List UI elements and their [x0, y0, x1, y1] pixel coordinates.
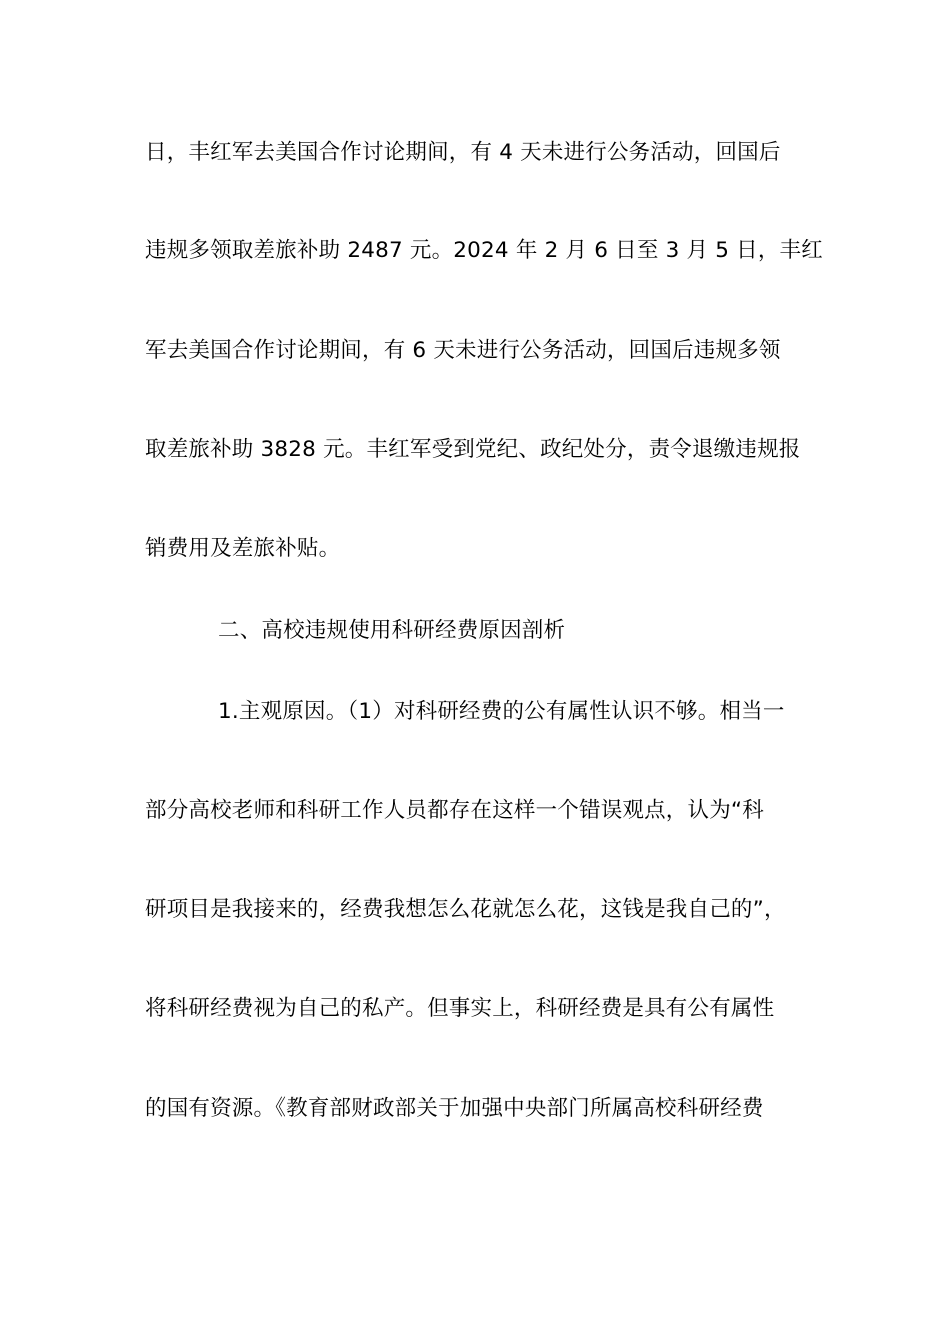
paragraph-line: 取差旅补助 3828 元。丰红军受到党纪、政纪处分，责令退缴违规报: [145, 437, 801, 462]
paragraph-line: 研项目是我接来的，经费我想怎么花就怎么花，这钱是我自己的”，: [145, 897, 786, 922]
paragraph-line: 军去美国合作讨论期间，有 6 天未进行公务活动，回国后违规多领: [145, 338, 781, 363]
section-heading: 二、高校违规使用科研经费原因剖析: [218, 618, 566, 643]
paragraph-line: 的国有资源。《教育部财政部关于加强中央部门所属高校科研经费: [145, 1096, 764, 1121]
paragraph-line: 违规多领取差旅补助 2487 元。2024 年 2 月 6 日至 3 月 5 日，丰红: [145, 238, 823, 263]
paragraph-line: 1.主观原因。（1）对科研经费的公有属性认识不够。相当一: [218, 699, 785, 724]
paragraph-line: 部分高校老师和科研工作人员都存在这样一个错误观点，认为“科: [145, 798, 764, 823]
paragraph-line: 日，丰红军去美国合作讨论期间，有 4 天未进行公务活动，回国后: [145, 140, 781, 165]
paragraph-line: 将科研经费视为自己的私产。但事实上，科研经费是具有公有属性: [145, 996, 775, 1021]
paragraph-line: 销费用及差旅补贴。: [145, 536, 341, 561]
